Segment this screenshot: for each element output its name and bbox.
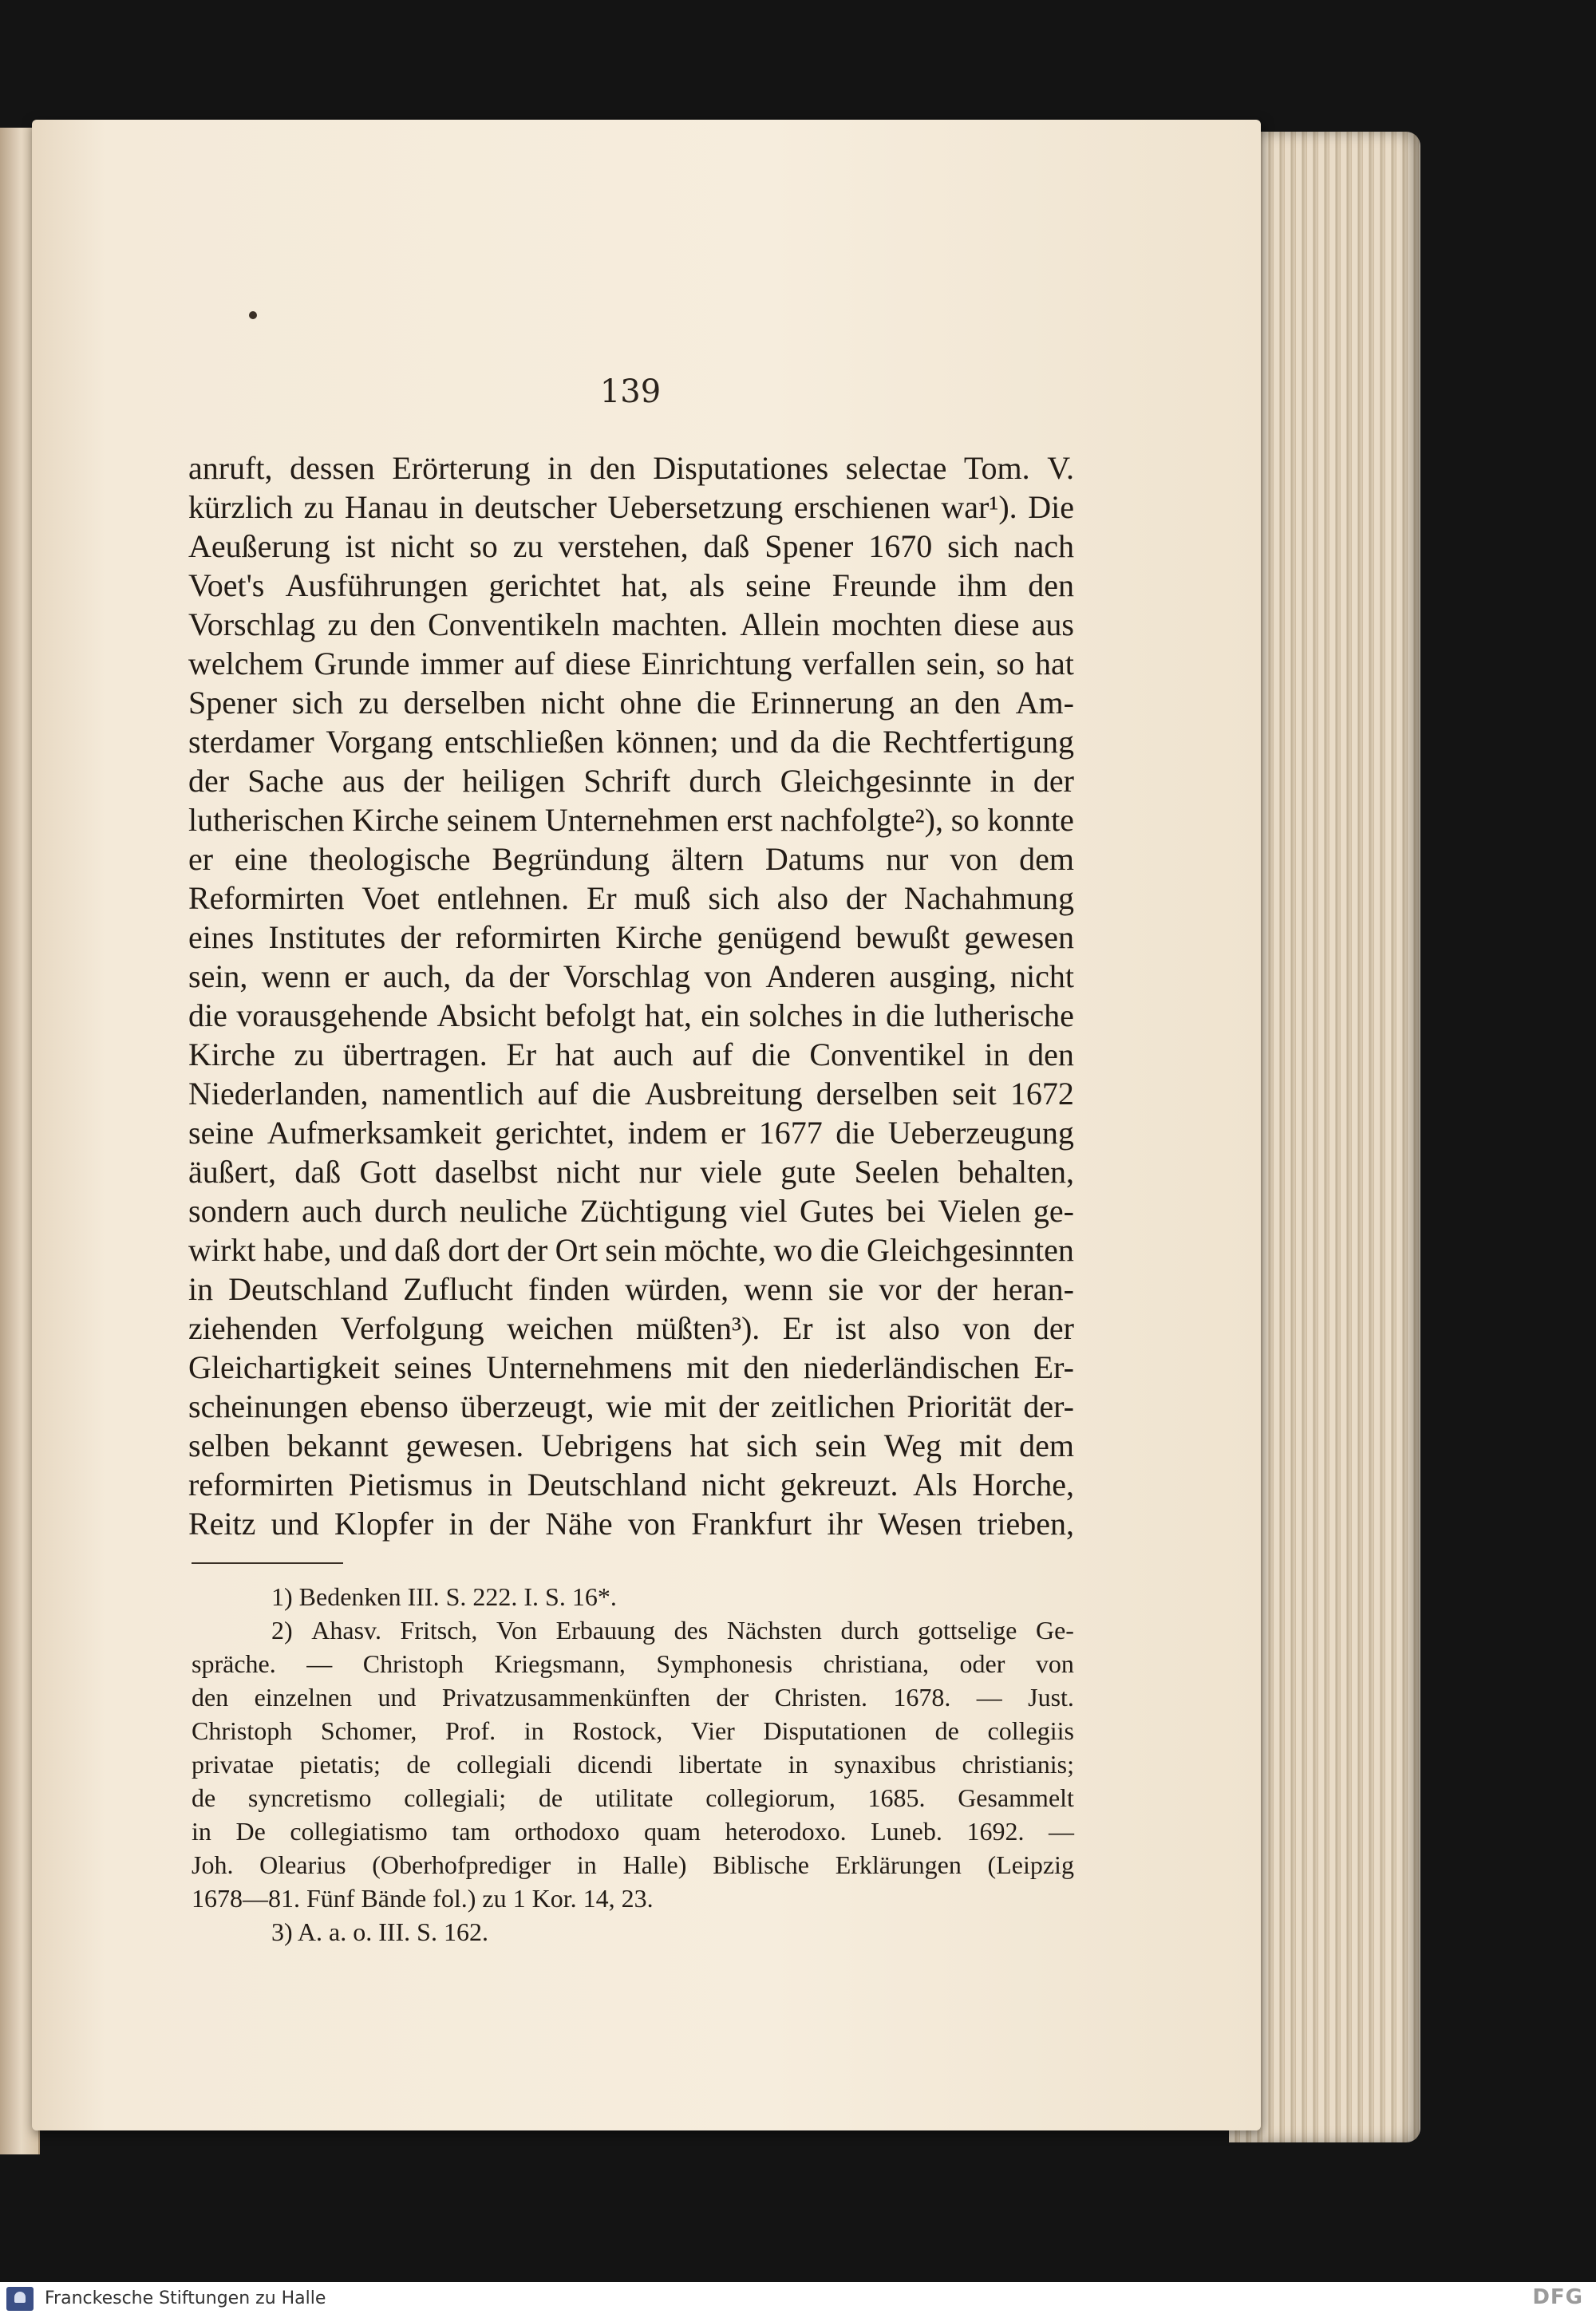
- body-line: reformirten Pietismus in Deutschland nicht gekreuzt. Als Horche,: [188, 1467, 1074, 1503]
- body-line: Kirche zu übertragen. Er hat auch auf die Conventikel in den: [188, 1037, 1074, 1072]
- footnote-line: 1678—81. Fünf Bände fol.) zu 1 Kor. 14, 23.: [192, 1884, 654, 1913]
- footnote-rule: [192, 1562, 343, 1564]
- body-line: in Deutschland Zuflucht finden würden, wenn sie vor der heran-: [188, 1271, 1074, 1307]
- dfg-logo: DFG: [1532, 2285, 1583, 2309]
- page-number: 139: [599, 373, 662, 410]
- book-page: [32, 120, 1261, 2130]
- body-line: Vorschlag zu den Conventikeln machten. Allein mochten diese aus: [188, 606, 1074, 642]
- footnote-line: den einzelnen und Privatzusammenkünften der Christen. 1678. — Just.: [192, 1683, 1074, 1712]
- footer-credit: Franckesche Stiftungen zu Halle: [45, 2288, 326, 2308]
- body-line: selben bekannt gewesen. Uebrigens hat sich sein Weg mit dem: [188, 1427, 1074, 1463]
- body-line: er eine theologische Begründung ältern Datums nur von dem: [188, 841, 1074, 877]
- footnote-line: 2) Ahasv. Fritsch, Von Erbauung des Nächsten durch gottselige Ge-: [271, 1616, 1074, 1645]
- body-line: eines Institutes der reformirten Kirche genügend bewußt gewesen: [188, 919, 1074, 955]
- footnotes: [192, 1580, 1074, 1949]
- footnote-line: de syncretismo collegiali; de utilitate collegiorum, 1685. Gesammelt: [192, 1783, 1074, 1812]
- body-line: die vorausgehende Absicht befolgt hat, ein solches in die lutherische: [188, 997, 1074, 1033]
- body-line: sondern auch durch neuliche Züchtigung viel Gutes bei Vielen ge-: [188, 1193, 1074, 1229]
- body-line: ziehenden Verfolgung weichen müßten³). Er ist also von der: [188, 1310, 1074, 1346]
- body-line: Niederlanden, namentlich auf die Ausbreitung derselben seit 1672: [188, 1076, 1074, 1112]
- footnote-line: spräche. — Christoph Kriegsmann, Symphonesis christiana, oder von: [192, 1649, 1074, 1678]
- body-line: Spener sich zu derselben nicht ohne die Erinnerung an den Am-: [188, 685, 1074, 721]
- body-line: äußert, daß Gott daselbst nicht nur viele gute Seelen behalten,: [188, 1154, 1074, 1190]
- footnote-line: 3) A. a. o. III. S. 162.: [271, 1917, 488, 1946]
- body-line: Aeußerung ist nicht so zu verstehen, daß Spener 1670 sich nach: [188, 528, 1074, 564]
- body-line: welchem Grunde immer auf diese Einrichtung verfallen sein, so hat: [188, 646, 1074, 681]
- body-line: anruft, dessen Erörterung in den Disputationes selectae Tom. V.: [188, 450, 1074, 486]
- franckesche-stiftungen-logo-icon: [6, 2287, 34, 2311]
- body-line: lutherischen Kirche seinem Unternehmen erst nachfolgte²), so konnte: [188, 802, 1074, 838]
- body-line: sein, wenn er auch, da der Vorschlag von Anderen ausging, nicht: [188, 958, 1074, 994]
- body-line: sterdamer Vorgang entschließen können; und da die Rechtfertigung: [188, 724, 1074, 760]
- body-text: [188, 448, 1074, 1543]
- body-line: wirkt habe, und daß dort der Ort sein möchte, wo die Gleichgesinnten: [188, 1232, 1074, 1268]
- footnote-line: 1) Bedenken III. S. 222. I. S. 16*.: [271, 1582, 617, 1611]
- body-line: Reitz und Klopfer in der Nähe von Frankfurt ihr Wesen trieben,: [188, 1506, 1074, 1542]
- footnote-line: in De collegiatismo tam orthodoxo quam heterodoxo. Luneb. 1692. —: [192, 1817, 1074, 1846]
- body-line: Voet's Ausführungen gerichtet hat, als seine Freunde ihm den: [188, 567, 1074, 603]
- footnote-line: Christoph Schomer, Prof. in Rostock, Vier Disputationen de collegiis: [192, 1716, 1074, 1745]
- body-line: der Sache aus der heiligen Schrift durch Gleichgesinnte in der: [188, 763, 1074, 799]
- body-line: scheinungen ebenso überzeugt, wie mit der zeitlichen Priorität der-: [188, 1388, 1074, 1424]
- ink-spot: [249, 311, 257, 319]
- footnote-line: privatae pietatis; de collegiali dicendi libertate in synaxibus christianis;: [192, 1750, 1074, 1779]
- footnote-line: Joh. Olearius (Oberhofprediger in Halle) Biblische Erklärungen (Leipzig: [192, 1850, 1074, 1879]
- body-line: seine Aufmerksamkeit gerichtet, indem er 1677 die Ueberzeugung: [188, 1115, 1074, 1151]
- body-line: Reformirten Voet entlehnen. Er muß sich also der Nachahmung: [188, 880, 1074, 916]
- body-line: kürzlich zu Hanau in deutscher Uebersetzung erschienen war¹). Die: [188, 489, 1074, 525]
- body-line: Gleichartigkeit seines Unternehmens mit den niederländischen Er-: [188, 1349, 1074, 1385]
